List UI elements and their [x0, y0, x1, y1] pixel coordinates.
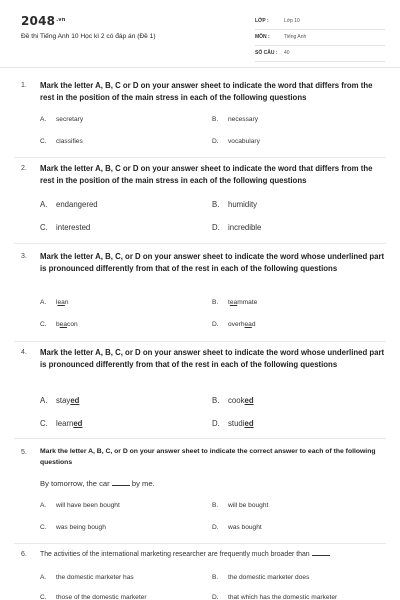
option-c[interactable]: C. learned	[40, 419, 83, 428]
option-pre: cook	[228, 396, 245, 405]
option-c[interactable]: C. classifies	[40, 138, 83, 145]
option-d[interactable]: D. that which has the domestic marketer	[212, 594, 338, 600]
divider	[14, 243, 386, 244]
meta-key: MÔN :	[255, 34, 270, 40]
option-text: secretary	[56, 116, 84, 123]
meta-value: Lớp 10	[284, 18, 300, 24]
underlined-part: ed	[244, 419, 254, 428]
option-text: endangered	[56, 200, 98, 209]
underlined-part: ed	[73, 419, 83, 428]
option-text: vocabulary	[228, 138, 260, 145]
option-pre: b	[56, 321, 60, 328]
option-text: the domestic marketer does	[228, 574, 310, 581]
question-number: 1.	[21, 82, 27, 89]
question-sentence	[40, 479, 155, 488]
meta-row-count	[255, 46, 385, 62]
option-pre: t	[228, 299, 230, 306]
underlined-part: ea	[229, 299, 238, 306]
option-post: d	[251, 321, 256, 328]
meta-value: Tiếng Anh	[284, 34, 307, 40]
question-text: Mark the letter A, B, C, or D on your answer sheet to indicate the word whose underlined part is pronounced differently from that of the rest in each of the following questions	[40, 348, 385, 369]
option-pre: l	[56, 299, 58, 306]
logo-suffix: .vn	[56, 17, 66, 23]
option-text: incredible	[228, 223, 262, 232]
option-a[interactable]: A. lean	[40, 299, 69, 306]
option-a[interactable]: A. secretary	[40, 116, 84, 123]
underlined-part: ea	[244, 321, 252, 328]
option-b[interactable]: B. necessary	[212, 116, 259, 123]
option-text: the domestic marketer has	[56, 574, 134, 581]
question-text	[40, 549, 330, 561]
divider	[14, 341, 386, 342]
option-c[interactable]: C. beacon	[40, 321, 78, 328]
option-post: con	[67, 321, 78, 328]
option-text: those of the domestic marketer	[56, 594, 147, 600]
option-c[interactable]: C. interested	[40, 223, 91, 232]
option-text: classifies	[56, 138, 83, 145]
logo-text: 2048	[21, 14, 56, 28]
meta-key: LỚP :	[255, 18, 269, 24]
meta-row-subject	[255, 30, 385, 46]
option-text: that which has the domestic marketer	[228, 594, 338, 600]
question-number: 4.	[21, 349, 27, 356]
option-pre: overh	[228, 321, 245, 328]
site-logo[interactable]	[21, 14, 66, 28]
underlined-part: ea	[57, 299, 65, 306]
underlined-part: ed	[70, 396, 80, 405]
divider	[14, 157, 386, 158]
option-text: will be bought	[228, 502, 269, 509]
option-text: necessary	[228, 116, 259, 123]
option-b[interactable]: B. humidity	[212, 200, 258, 209]
divider	[14, 543, 386, 544]
option-d[interactable]: D. incredible	[212, 223, 262, 232]
question-text-content: The activities of the international marketing researcher are frequently much broader than	[40, 551, 310, 558]
question-number: 2.	[21, 165, 27, 172]
option-d[interactable]: D. vocabulary	[212, 138, 260, 145]
meta-row-class	[255, 14, 385, 30]
document-title: Đề thi Tiếng Anh 10 Học kì 2 có đáp án (Đề 1)	[21, 33, 156, 40]
option-b[interactable]: B. teammate	[212, 299, 258, 306]
option-d[interactable]: D. was bought	[212, 524, 262, 531]
option-a[interactable]: A. will have been bought	[40, 502, 120, 509]
divider	[14, 438, 386, 439]
document-header	[0, 0, 400, 68]
exam-meta-table	[255, 14, 385, 62]
option-post: n	[64, 299, 69, 306]
option-a[interactable]: A. endangered	[40, 200, 98, 209]
option-text: was bought	[228, 524, 262, 531]
sentence-end: by me.	[131, 479, 155, 488]
question-text: Mark the letter A, B, C, or D on your answer sheet to indicate the correct answer to each of the following questions	[40, 448, 376, 466]
underlined-part: ea	[59, 321, 68, 328]
option-a[interactable]: A. stayed	[40, 396, 80, 405]
meta-value: 40	[284, 50, 290, 56]
question-number: 6.	[21, 551, 27, 558]
option-a[interactable]: A. the domestic marketer has	[40, 574, 134, 581]
option-c[interactable]: C. was being bough	[40, 524, 106, 531]
option-text: humidity	[228, 200, 258, 209]
option-d[interactable]: D. overhead	[212, 321, 256, 328]
question-number: 3.	[21, 253, 27, 260]
option-pre: learn	[56, 419, 74, 428]
option-text: interested	[56, 223, 91, 232]
question-text: Mark the letter A, B, C or D on your answer sheet to indicate the word that differs from the rest in the position of the main stress in each of the following questions	[40, 164, 373, 185]
question-text: Mark the letter A, B, C, or D on your answer sheet to indicate the word whose underlined part is pronounced differently from that of the rest in each of the following questions	[40, 252, 385, 273]
option-b[interactable]: B. will be bought	[212, 502, 269, 509]
question-number: 5.	[21, 449, 27, 456]
option-pre: stay	[56, 396, 71, 405]
option-text: was being bough	[56, 524, 106, 531]
option-b[interactable]: B. cooked	[212, 396, 254, 405]
option-post: mmate	[237, 299, 258, 306]
underlined-part: ed	[244, 396, 254, 405]
option-d[interactable]: D. studied	[212, 419, 254, 428]
answer-blank	[112, 480, 130, 486]
sentence-start: By tomorrow, the car	[40, 479, 110, 488]
question-text: Mark the letter A, B, C or D on your answer sheet to indicate the word that differs from the rest in the position of the main stress in each of the following questions	[40, 81, 373, 102]
answer-blank	[312, 550, 330, 556]
option-pre: studi	[228, 419, 245, 428]
option-b[interactable]: B. the domestic marketer does	[212, 574, 310, 581]
meta-key: SỐ CÂU :	[255, 50, 278, 56]
option-c[interactable]: C. those of the domestic marketer	[40, 594, 147, 600]
option-text: will have been bought	[56, 502, 120, 509]
